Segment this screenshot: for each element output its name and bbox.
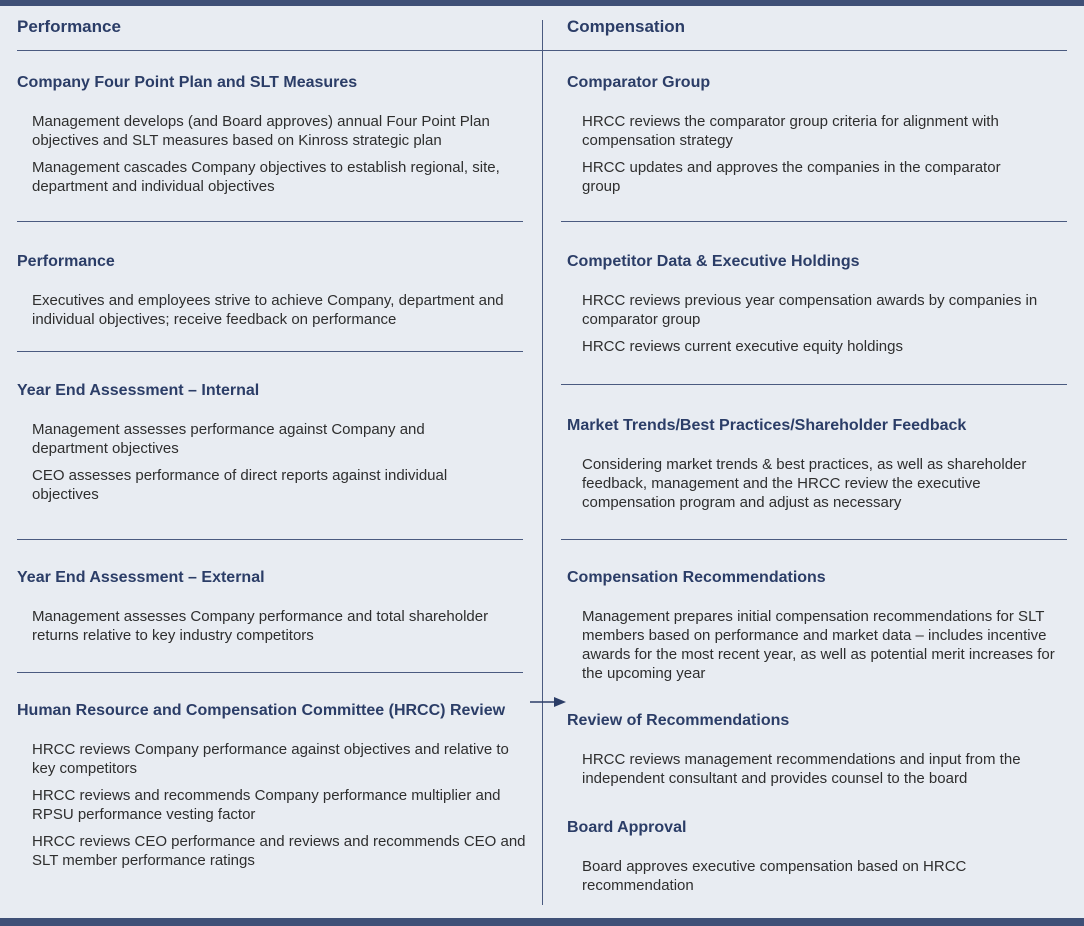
section-title: Year End Assessment – External	[17, 569, 265, 586]
section-item: HRCC reviews previous year compensation awards by companies in comparator group	[582, 292, 1038, 328]
section-item: Board approves executive compensation based on HRCC recommendation	[582, 858, 967, 894]
section-rule	[561, 384, 1067, 385]
section-rule	[17, 351, 523, 352]
section-item: Management assesses Company performance and total shareholder returns relative to key industry competitors	[32, 608, 489, 644]
section-item: HRCC reviews the comparator group criteria for alignment with compensation strategy	[582, 113, 999, 149]
section-title: Human Resource and Compensation Committee (HRCC) Review	[17, 702, 506, 719]
section-title: Board Approval	[567, 819, 687, 836]
section-item: HRCC reviews and recommends Company performance multiplier and RPSU performance vesting factor	[32, 787, 501, 823]
right-section-competitor-data	[567, 252, 1067, 364]
header-rule-left	[17, 50, 542, 51]
left-column-header: Performance	[17, 17, 121, 36]
section-item: HRCC reviews current executive equity holdings	[582, 338, 903, 355]
section-item: Management develops (and Board approves) annual Four Point Plan objectives and SLT measures based on Kinross strategic plan	[32, 113, 490, 149]
section-title: Competitor Data & Executive Holdings	[567, 253, 860, 270]
left-section-external-assessment	[17, 568, 497, 653]
section-item: HRCC reviews Company performance against objectives and relative to key competitors	[32, 741, 509, 777]
right-section-compensation-recommendations	[567, 568, 1057, 691]
section-title: Compensation Recommendations	[567, 569, 826, 586]
right-section-board-approval	[567, 818, 1037, 903]
section-item: HRCC reviews CEO performance and reviews and recommends CEO and SLT member performance ratings	[32, 833, 526, 869]
right-column-header: Compensation	[567, 17, 686, 36]
section-item: Management prepares initial compensation recommendations for SLT members based on performance and market data – includes incentive awards for the most recent year, as well as potential merit increases for the upcoming year	[582, 608, 1055, 682]
header-rule-right	[542, 50, 1067, 51]
section-item: Considering market trends & best practices, as well as shareholder feedback, management and the HRCC review the executive compensation program and adjust as necessary	[582, 456, 1027, 511]
right-section-market-trends	[567, 416, 1072, 520]
flow-arrow-icon	[530, 696, 566, 708]
section-title: Review of Recommendations	[567, 712, 790, 729]
section-item: HRCC reviews management recommendations and input from the independent consultant and provides counsel to the board	[582, 751, 1021, 787]
left-section-hrcc-review	[17, 701, 532, 878]
left-section-four-point-plan	[17, 73, 527, 204]
section-rule	[561, 539, 1067, 540]
section-title: Year End Assessment – Internal	[17, 382, 260, 399]
top-border-bar	[0, 0, 1084, 6]
section-item: CEO assesses performance of direct reports against individual objectives	[32, 467, 448, 503]
section-rule	[17, 672, 523, 673]
section-rule	[17, 221, 523, 222]
bottom-border-bar	[0, 918, 1084, 926]
left-section-performance	[17, 252, 527, 337]
right-section-comparator-group	[567, 73, 1037, 204]
section-rule	[561, 221, 1067, 222]
section-title: Market Trends/Best Practices/Shareholder Feedback	[567, 417, 967, 434]
section-title: Performance	[17, 253, 115, 270]
section-rule	[17, 539, 523, 540]
section-item: Management cascades Company objectives to establish regional, site, department and individual objectives	[32, 159, 500, 195]
section-title: Company Four Point Plan and SLT Measures	[17, 74, 358, 91]
section-item: Management assesses performance against Company and department objectives	[32, 421, 425, 457]
column-divider	[542, 20, 543, 905]
section-title: Comparator Group	[567, 74, 711, 91]
left-section-internal-assessment	[17, 381, 477, 512]
right-section-review-of-recommendations	[567, 711, 1072, 796]
section-item: HRCC updates and approves the companies in the comparator group	[582, 159, 1001, 195]
section-item: Executives and employees strive to achieve Company, department and individual objectives; receive feedback on performance	[32, 292, 504, 328]
